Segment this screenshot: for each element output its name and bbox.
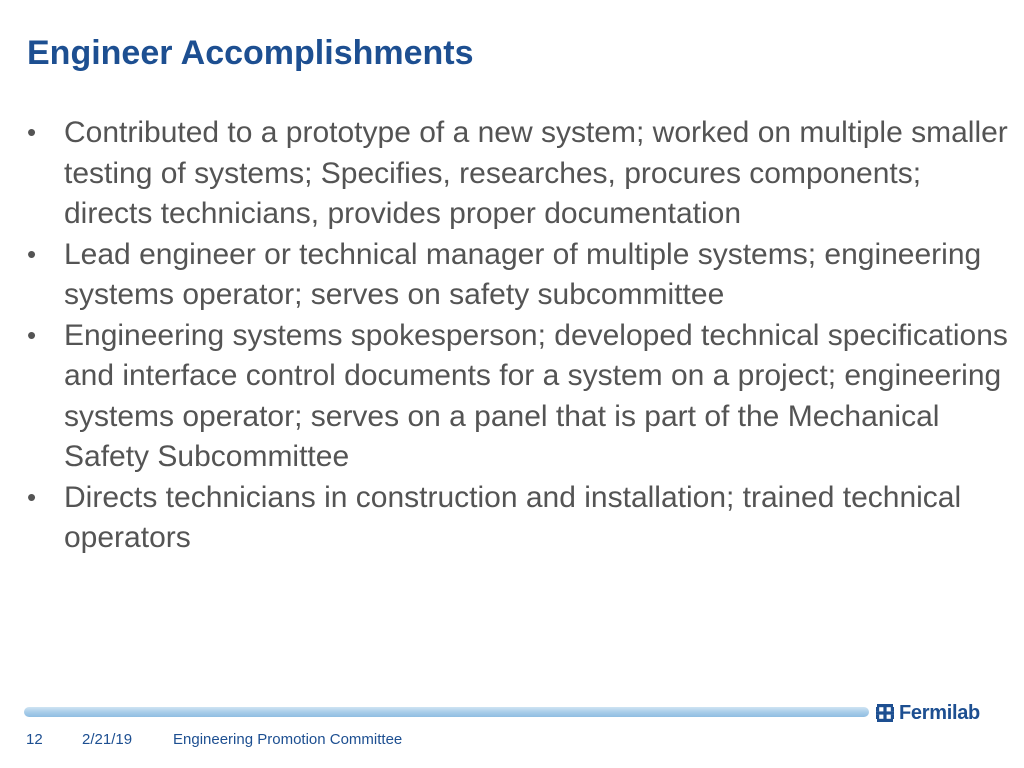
fermilab-logo-icon	[874, 702, 896, 724]
bullet-icon: •	[27, 238, 37, 269]
bullet-list	[27, 113, 1012, 559]
bullet-text: Lead engineer or technical manager of multiple systems; engineering systems operator; serves on safety subcommittee	[64, 237, 982, 311]
footer-date: 2/21/19	[82, 731, 133, 748]
bullet-text: Contributed to a prototype of a new system; worked on multiple smaller testing of systems; Specifies, researches, procures components; directs technicians, provides proper documentation	[64, 116, 1008, 230]
bullet-icon: •	[27, 481, 37, 512]
footer-divider-bar	[24, 707, 869, 717]
bullet-item	[27, 113, 1012, 235]
fermilab-logo	[874, 699, 980, 727]
bullet-icon: •	[27, 117, 37, 147]
footer-organization: Engineering Promotion Committee	[173, 731, 403, 748]
bullet-item	[27, 316, 1012, 478]
logo-text: Fermilab	[899, 701, 980, 724]
bullet-item	[27, 478, 1012, 559]
bullet-icon: •	[27, 319, 37, 350]
bullet-text: Engineering systems spokesperson; developed technical specifications and interface control documents for a system on a project; engineering systems operator; serves on a panel that is part of the Mechanical Safety Subcommittee	[64, 318, 1008, 473]
slide-title: Engineer Accomplishments	[27, 34, 474, 72]
page-number: 12	[26, 731, 43, 748]
bullet-item	[27, 235, 1012, 316]
bullet-text: Directs technicians in construction and installation; trained technical operators	[64, 480, 962, 554]
